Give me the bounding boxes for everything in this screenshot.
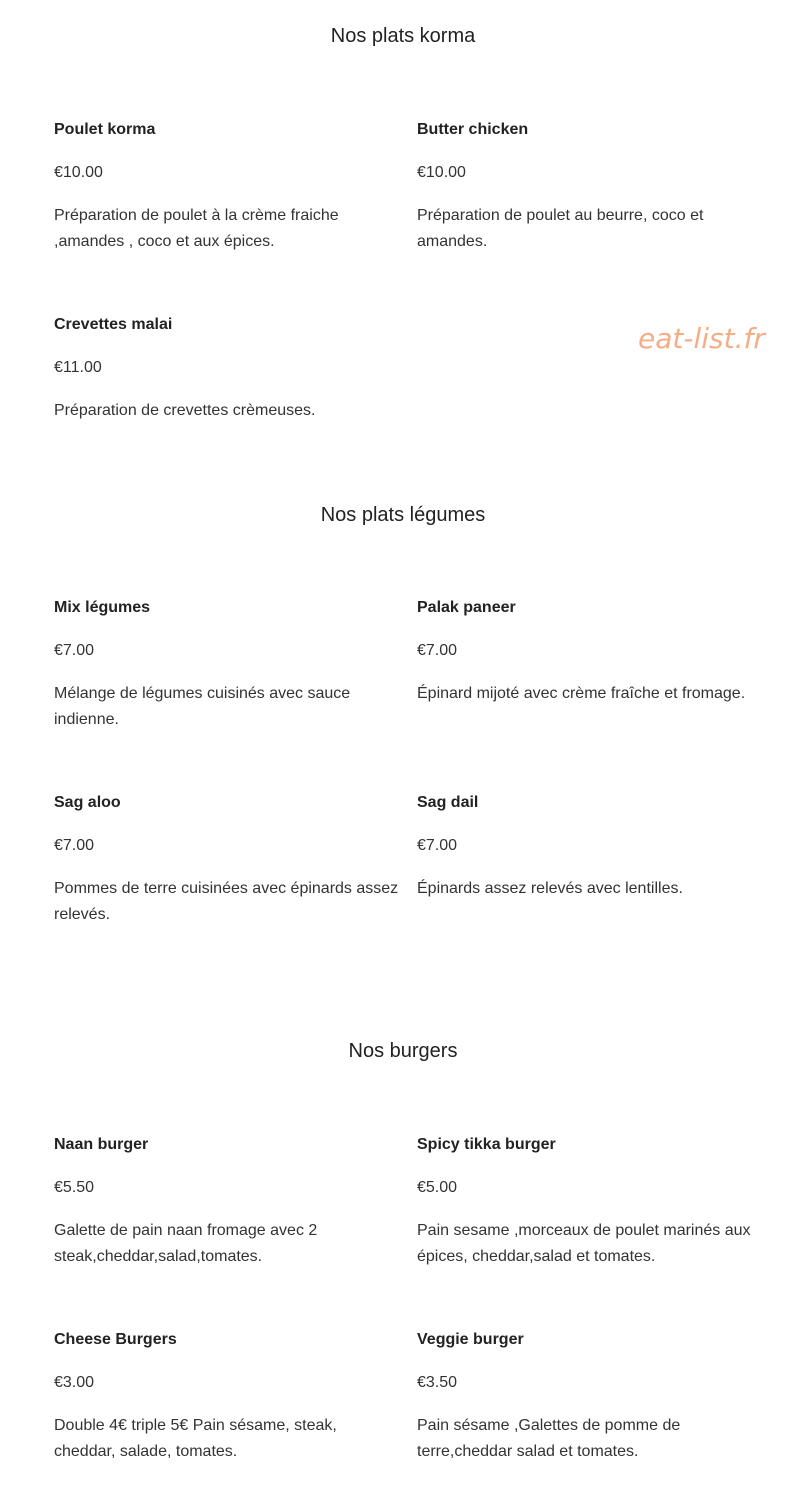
menu-item-spicy-tikka-burger [417,1135,762,1270]
item-description: Épinard mijoté avec crème fraîche et fromage. [417,685,746,702]
menu-item-crevettes-malai [54,315,399,424]
item-description: Galette de pain naan fromage avec 2 steak,cheddar,salad,tomates. [54,1222,318,1265]
watermark-text: eat-list.fr [638,322,765,355]
item-description: Préparation de crevettes crèmeuses. [54,402,316,419]
section-title-burgers: Nos burgers [348,1040,458,1062]
item-price: €5.50 [54,1179,95,1196]
item-name: Poulet korma [54,121,156,138]
item-name: Mix légumes [54,599,151,616]
item-description: Pain sesame ,morceaux de poulet marinés aux épices, cheddar,salad et tomates. [417,1222,751,1265]
menu-item-veggie-burger [417,1330,762,1465]
item-price: €5.00 [417,1179,458,1196]
item-price: €7.00 [54,642,95,659]
section-title-korma: Nos plats korma [330,25,476,47]
menu-item-sag-dail [417,793,762,902]
item-description: Pain sésame ,Galettes de pomme de terre,cheddar salad et tomates. [417,1417,681,1460]
item-name: Cheese Burgers [54,1331,177,1348]
item-price: €3.00 [54,1374,95,1391]
item-description: Double 4€ triple 5€ Pain sésame, steak, cheddar, salade, tomates. [54,1417,337,1460]
menu-item-sag-aloo [54,793,399,928]
item-description: Pommes de terre cuisinées avec épinards assez relevés. [54,880,399,923]
item-price: €7.00 [417,837,458,854]
item-name: Sag aloo [54,794,121,811]
item-description: Préparation de poulet au beurre, coco et amandes. [417,207,704,250]
menu-item-mix-legumes [54,598,399,733]
item-price: €11.00 [54,359,102,376]
menu-item-cheese-burgers [54,1330,399,1465]
item-name: Sag dail [417,794,479,811]
item-name: Naan burger [54,1136,149,1153]
item-description: Mélange de légumes cuisinés avec sauce indienne. [54,685,351,728]
item-price: €3.50 [417,1374,458,1391]
menu-item-palak-paneer [417,598,762,707]
item-price: €7.00 [54,837,95,854]
item-name: Veggie burger [417,1331,524,1348]
item-description: Préparation de poulet à la crème fraiche ,amandes , coco et aux épices. [54,207,339,250]
item-name: Palak paneer [417,599,516,616]
menu-item-butter-chicken [417,120,762,255]
menu-item-naan-burger [54,1135,399,1270]
item-price: €10.00 [417,164,466,181]
item-description: Épinards assez relevés avec lentilles. [417,880,683,897]
item-price: €10.00 [54,164,103,181]
item-price: €7.00 [417,642,458,659]
menu-item-poulet-korma [54,120,399,255]
item-name: Crevettes malai [54,316,173,333]
item-name: Butter chicken [417,121,529,138]
section-title-legumes: Nos plats légumes [320,504,486,526]
item-name: Spicy tikka burger [417,1136,556,1153]
